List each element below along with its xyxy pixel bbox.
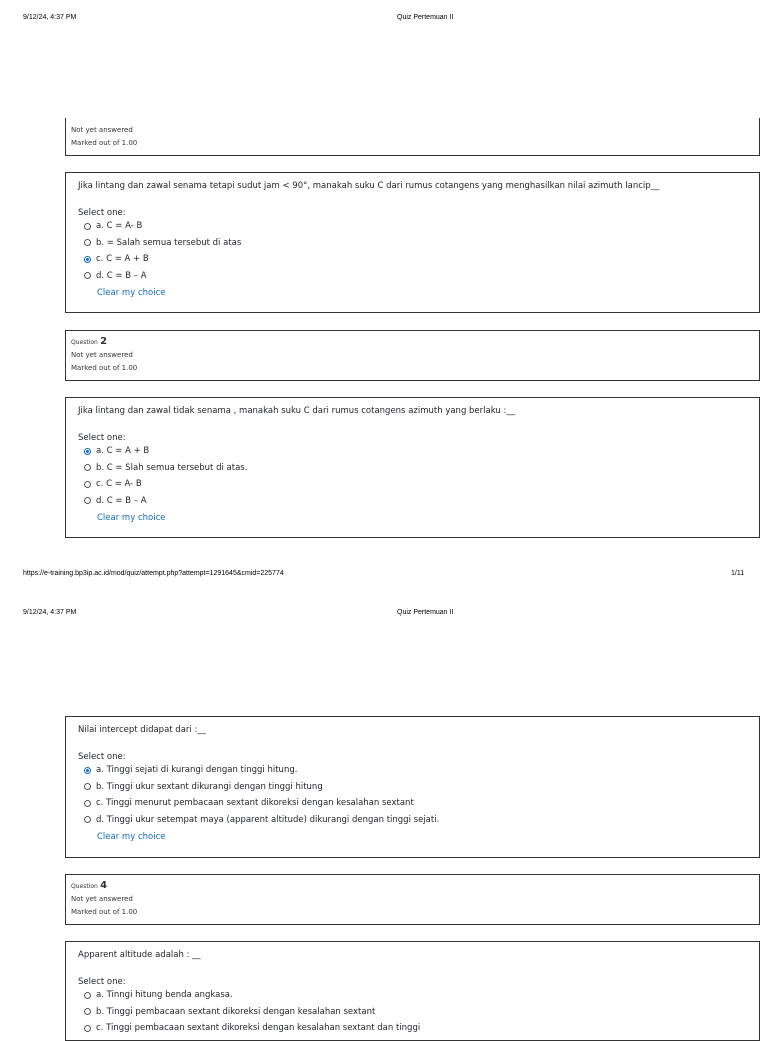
print-url: https://e-training.bp3ip.ac.id/mod/quiz/attempt.php?attempt=1291645&cmid=225774 bbox=[23, 570, 284, 577]
answer-option[interactable] bbox=[78, 460, 759, 477]
question-text: Jika lintang dan zawal senama tetapi sudut jam < 90°, manakah suku C dari rumus cotangens yang menghasilkan nilai azimuth lancip__ bbox=[78, 181, 660, 191]
radio-button[interactable] bbox=[84, 497, 91, 504]
answer-option[interactable] bbox=[78, 251, 759, 268]
answer-option[interactable] bbox=[78, 779, 759, 796]
radio-button[interactable] bbox=[84, 1025, 91, 1032]
question-content-4 bbox=[65, 941, 760, 1041]
answer-option-label[interactable]: b. Tinggi ukur sextant dikurangi dengan tinggi hitung bbox=[96, 781, 323, 792]
question-text: Nilai intercept didapat dari :__ bbox=[78, 725, 206, 735]
question-grade: Marked out of 1.00 bbox=[71, 139, 138, 147]
answer-option[interactable] bbox=[78, 493, 759, 510]
question-label: Question bbox=[71, 883, 98, 890]
question-info-4 bbox=[65, 874, 760, 925]
radio-button[interactable] bbox=[84, 481, 91, 488]
question-number: 4 bbox=[100, 880, 108, 891]
radio-button[interactable] bbox=[84, 239, 91, 246]
answer-option[interactable] bbox=[78, 987, 759, 1004]
answer-option-label[interactable]: b. = Salah semua tersebut di atas bbox=[96, 237, 242, 248]
print-page-number: 1/11 bbox=[731, 570, 745, 577]
answer-option-label[interactable]: c. Tinggi pembacaan sextant dikoreksi dengan kesalahan sextant dan tinggi bbox=[96, 1023, 421, 1034]
print-title: Quiz Pertemuan II bbox=[397, 14, 454, 21]
answer-option[interactable] bbox=[78, 476, 759, 493]
question-grade: Marked out of 1.00 bbox=[71, 364, 138, 372]
answer-option-label[interactable]: d. C = B – A bbox=[96, 270, 147, 281]
question-content-2 bbox=[65, 397, 760, 538]
answer-option[interactable] bbox=[78, 1004, 759, 1021]
answer-options bbox=[78, 443, 759, 509]
radio-button[interactable] bbox=[84, 1008, 91, 1015]
answer-option[interactable] bbox=[78, 443, 759, 460]
answer-option-label[interactable]: b. C = Slah semua tersebut di atas. bbox=[96, 462, 248, 473]
answer-options bbox=[78, 762, 759, 828]
answer-option-label[interactable]: c. C = A- B bbox=[96, 479, 142, 490]
answer-option-label[interactable]: a. C = A + B bbox=[96, 446, 150, 457]
clear-choice-link[interactable]: Clear my choice bbox=[97, 288, 166, 298]
radio-button[interactable] bbox=[84, 223, 91, 230]
question-info-2 bbox=[65, 330, 760, 381]
answer-option-label[interactable]: a. Tinggi sejati di kurangi dengan tinggi hitung. bbox=[96, 765, 298, 776]
question-info-1 bbox=[65, 118, 760, 156]
question-content-1 bbox=[65, 172, 760, 313]
question-state: Not yet answered bbox=[71, 126, 133, 134]
radio-button[interactable] bbox=[84, 800, 91, 807]
answer-option-label[interactable]: b. Tinggi pembacaan sextant dikoreksi dengan kesalahan sextant bbox=[96, 1006, 376, 1017]
answer-option-label[interactable]: d. Tinggi ukur setempat maya (apparent altitude) dikurangi dengan tinggi sejati. bbox=[96, 814, 440, 825]
question-label: Question bbox=[71, 339, 98, 346]
answer-option-label[interactable]: a. C = A- B bbox=[96, 221, 143, 232]
radio-button[interactable] bbox=[84, 783, 91, 790]
radio-button[interactable] bbox=[84, 464, 91, 471]
select-one-label: Select one: bbox=[78, 977, 126, 987]
clear-choice-link[interactable]: Clear my choice bbox=[97, 832, 166, 842]
answer-options bbox=[78, 218, 759, 284]
answer-option-label[interactable]: a. Tinngi hitung benda angkasa. bbox=[96, 990, 233, 1001]
radio-button[interactable] bbox=[84, 816, 91, 823]
clear-choice-link[interactable]: Clear my choice bbox=[97, 513, 166, 523]
print-date: 9/12/24, 4:37 PM bbox=[23, 14, 77, 21]
question-content-3 bbox=[65, 716, 760, 858]
radio-button[interactable] bbox=[84, 272, 91, 279]
radio-button[interactable] bbox=[84, 767, 91, 774]
answer-option[interactable] bbox=[78, 795, 759, 812]
answer-option[interactable] bbox=[78, 268, 759, 285]
answer-options bbox=[78, 987, 759, 1037]
question-number: 2 bbox=[100, 336, 108, 347]
question-state: Not yet answered bbox=[71, 351, 133, 359]
answer-option[interactable] bbox=[78, 218, 759, 235]
radio-button[interactable] bbox=[84, 448, 91, 455]
answer-option-label[interactable]: c. Tinggi menurut pembacaan sextant dikoreksi dengan kesalahan sextant bbox=[96, 798, 414, 809]
answer-option-label[interactable]: d. C = B – A bbox=[96, 495, 147, 506]
answer-option[interactable] bbox=[78, 812, 759, 829]
answer-option-label[interactable]: c. C = A + B bbox=[96, 254, 149, 265]
question-state: Not yet answered bbox=[71, 895, 133, 903]
question-grade: Marked out of 1.00 bbox=[71, 908, 138, 916]
radio-button[interactable] bbox=[84, 256, 91, 263]
answer-option[interactable] bbox=[78, 235, 759, 252]
select-one-label: Select one: bbox=[78, 433, 126, 443]
answer-option[interactable] bbox=[78, 1020, 759, 1037]
select-one-label: Select one: bbox=[78, 752, 126, 762]
print-date: 9/12/24, 4:37 PM bbox=[23, 609, 77, 616]
radio-button[interactable] bbox=[84, 992, 91, 999]
question-text: Apparent altitude adalah : __ bbox=[78, 950, 201, 960]
answer-option[interactable] bbox=[78, 762, 759, 779]
question-text: Jika lintang dan zawal tidak senama , manakah suku C dari rumus cotangens azimuth yang berlaku :__ bbox=[78, 406, 515, 416]
print-title: Quiz Pertemuan II bbox=[397, 609, 454, 616]
select-one-label: Select one: bbox=[78, 208, 126, 218]
